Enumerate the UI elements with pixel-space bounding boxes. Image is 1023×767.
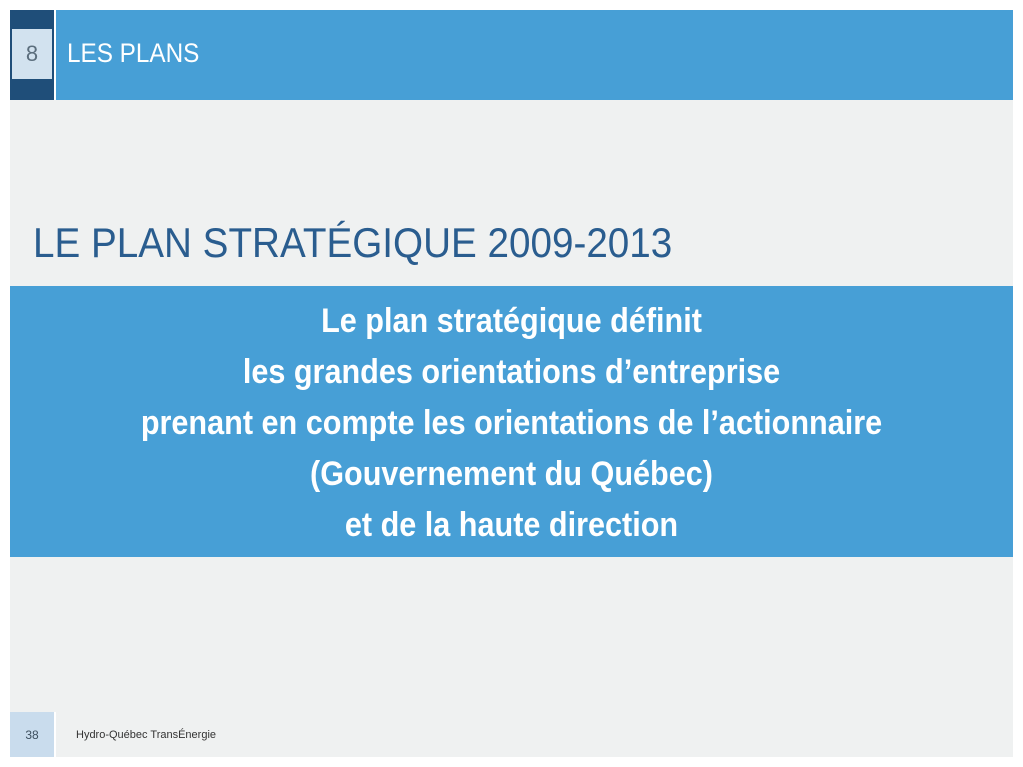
section-tab [10,10,54,100]
footer-organization: Hydro-Québec TransÉnergie [76,729,217,741]
callout-line: les grandes orientations d’entreprise [242,353,781,391]
footer-divider [54,712,56,757]
callout-line: et de la haute direction [344,506,679,544]
callout-box [10,286,1013,557]
header-divider [54,10,56,100]
callout-text [60,296,963,551]
callout-line: Le plan stratégique définit [321,302,702,340]
callout-line: (Gouvernement du Québec) [310,455,713,493]
section-number: 8 [12,29,52,79]
callout-line: prenant en compte les orientations de l’actionnaire [140,404,883,442]
header-title: LES PLANS [67,38,200,68]
page-heading: LE PLAN STRATÉGIQUE 2009-2013 [33,219,673,266]
slide [10,10,1013,757]
footer-page-number: 38 [10,712,54,757]
slide-header [10,10,1013,100]
